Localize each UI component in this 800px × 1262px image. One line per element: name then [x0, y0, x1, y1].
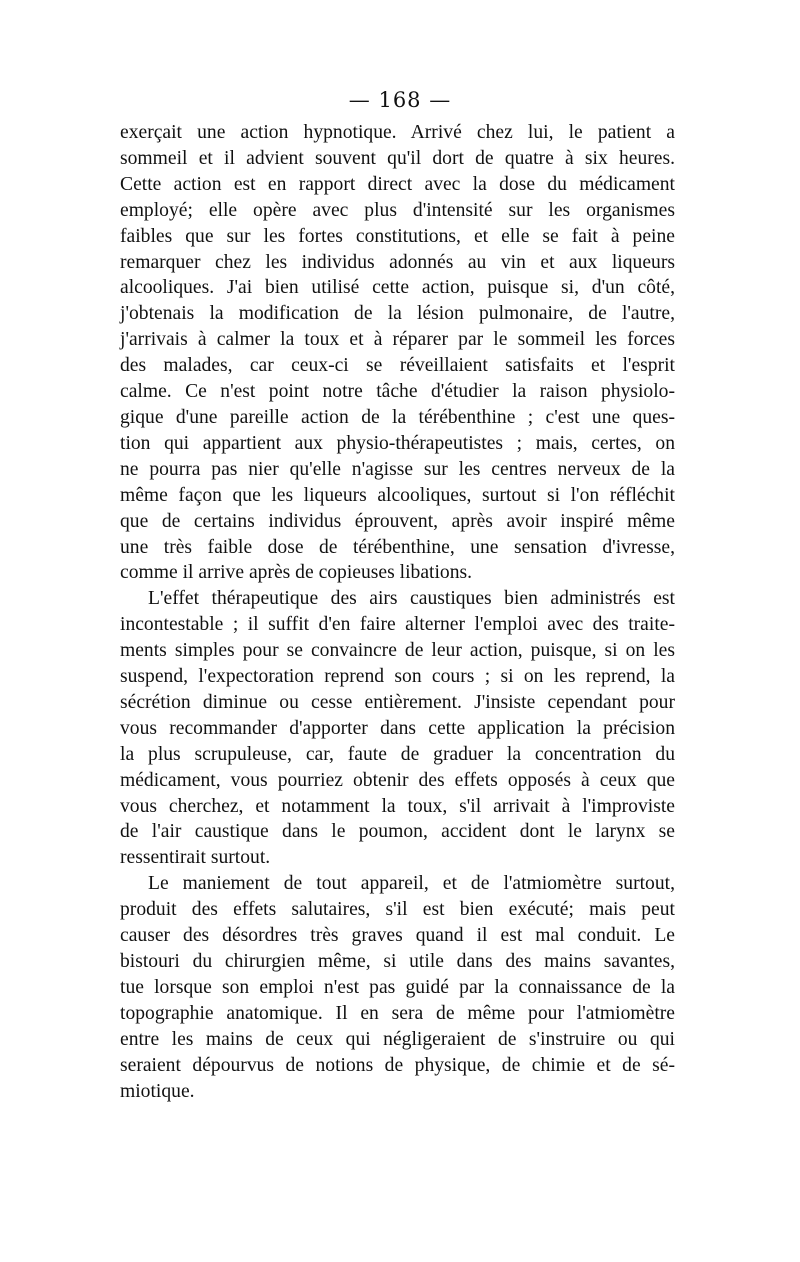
text-line: sécrétion diminue ou cesse entièrement. J'insiste cependant pour: [120, 691, 675, 713]
paragraph: [120, 871, 675, 1104]
text-line: la plus scrupuleuse, car, faute de graduer la concentration du: [120, 743, 675, 765]
paragraph: [120, 120, 675, 586]
text-line: produit des effets salutaires, s'il est bien exécuté; mais peut: [120, 899, 675, 921]
text-line: L'effet thérapeutique des airs caustiques bien administrés est: [148, 588, 675, 610]
text-line: tue lorsque son emploi n'est pas guidé par la connaissance de la: [120, 976, 675, 998]
text-line: tion qui appartient aux physio-thérapeutistes ; mais, certes, on: [120, 432, 675, 454]
text-line: incontestable ; il suffit d'en faire alterner l'emploi avec des traite-: [120, 614, 675, 636]
text-line: suspend, l'expectoration reprend son cours ; si on les reprend, la: [120, 666, 675, 688]
text-line: sommeil et il advient souvent qu'il dort de quatre à six heures.: [120, 147, 675, 169]
text-line: de l'air caustique dans le poumon, accident dont le larynx se: [120, 821, 675, 843]
text-line: une très faible dose de térébenthine, une sensation d'ivresse,: [120, 536, 675, 558]
text-line: ne pourra pas nier qu'elle n'agisse sur les centres nerveux de la: [120, 458, 675, 480]
text-line: comme il arrive après de copieuses libations.: [120, 562, 473, 584]
text-line: vous cherchez, et notamment la toux, s'il arrivait à l'improviste: [120, 795, 675, 817]
text-line: j'arrivais à calmer la toux et à réparer par le sommeil les forces: [120, 329, 675, 351]
text-line: vous recommander d'apporter dans cette application la précision: [120, 717, 675, 739]
text-line: topographie anatomique. Il en sera de même pour l'atmiomètre: [120, 1002, 675, 1024]
text-line: ressentirait surtout.: [120, 847, 271, 869]
text-line: bistouri du chirurgien même, si utile dans des mains savantes,: [120, 951, 675, 972]
text-line: exerçait une action hypnotique. Arrivé chez lui, le patient a: [120, 122, 675, 143]
page-number: — 168 —: [348, 88, 452, 112]
text-line: Le maniement de tout appareil, et de l'atmiomètre surtout,: [148, 873, 675, 895]
text-line: remarquer chez les individus adonnés au vin et aux liqueurs: [120, 251, 675, 273]
text-line: calme. Ce n'est point notre tâche d'étudier la raison physiolo-: [120, 381, 675, 403]
text-line: des malades, car ceux-ci se réveillaient satisfaits et l'esprit: [120, 355, 675, 377]
paragraph: [120, 586, 675, 871]
text-line: causer des désordres très graves quand il est mal conduit. Le: [120, 925, 675, 947]
text-line: faibles que sur les fortes constitutions, et elle se fait à peine: [120, 225, 675, 247]
text-line: que de certains individus éprouvent, après avoir inspiré même: [120, 510, 675, 532]
text-line: seraient dépourvus de notions de physique, de chimie et de sé-: [120, 1054, 675, 1076]
body-text: [120, 120, 675, 1104]
text-line: Cette action est en rapport direct avec la dose du médicament: [120, 173, 675, 195]
text-line: employé; elle opère avec plus d'intensité sur les organismes: [120, 199, 675, 221]
text-line: médicament, vous pourriez obtenir des effets opposés à ceux que: [120, 769, 675, 791]
text-line: miotique.: [120, 1080, 195, 1102]
text-line: même façon que les liqueurs alcooliques, surtout si l'on réfléchit: [120, 484, 675, 506]
text-line: gique d'une pareille action de la térébenthine ; c'est une ques-: [120, 406, 675, 428]
text-line: j'obtenais la modification de la lésion pulmonaire, de l'autre,: [120, 303, 675, 325]
text-line: alcooliques. J'ai bien utilisé cette action, puisque si, d'un côté,: [120, 277, 675, 299]
text-line: ments simples pour se convaincre de leur action, puisque, si on les: [120, 640, 675, 662]
text-line: entre les mains de ceux qui négligeraient de s'instruire ou qui: [120, 1028, 675, 1050]
